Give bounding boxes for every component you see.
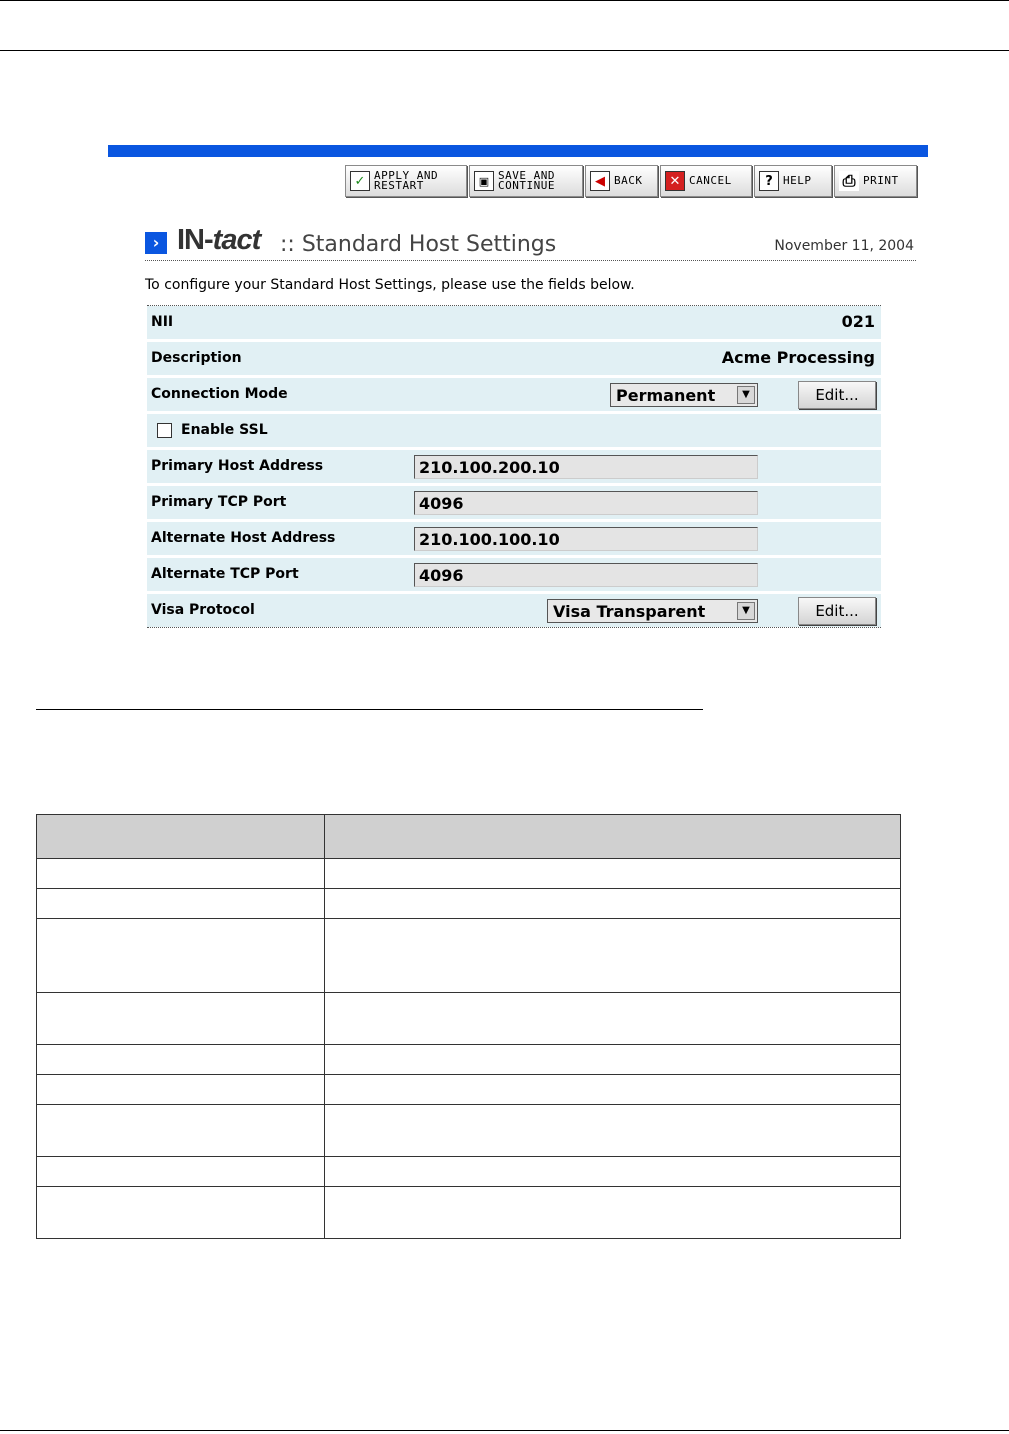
alternate-port-row <box>147 558 881 591</box>
help-label: HELP <box>783 174 812 187</box>
table-row <box>37 859 901 889</box>
alternate-port-label: Alternate TCP Port <box>151 566 299 582</box>
intro-text: To configure your Standard Host Settings, please use the fields below. <box>145 277 635 293</box>
chevron-down-icon[interactable]: ▼ <box>737 386 755 404</box>
visa-protocol-label: Visa Protocol <box>151 602 255 618</box>
settings-panel <box>147 305 881 628</box>
description-row <box>147 342 881 375</box>
table-header-cell <box>37 815 325 859</box>
connection-mode-row <box>147 378 881 411</box>
primary-port-input[interactable] <box>414 491 758 515</box>
table-row <box>37 1075 901 1105</box>
enable-ssl-row <box>147 414 881 447</box>
brand-logo: IN-tact <box>177 224 261 256</box>
accent-bar <box>108 145 928 157</box>
apply-restart-icon: ✓ <box>350 171 370 191</box>
connection-mode-select[interactable] <box>610 383 758 407</box>
back-button[interactable] <box>585 165 658 197</box>
alternate-host-row <box>147 522 881 555</box>
apply-and-restart-label: APPLY AND RESTART <box>374 169 439 192</box>
table-row <box>37 889 901 919</box>
visa-protocol-row <box>147 594 881 627</box>
save-icon: ▣ <box>474 171 494 191</box>
nii-label: NII <box>151 314 174 330</box>
table-row <box>37 919 901 993</box>
alternate-host-label: Alternate Host Address <box>151 530 336 546</box>
primary-port-row <box>147 486 881 519</box>
enable-ssl-checkbox[interactable] <box>157 423 172 438</box>
visa-protocol-selected: Visa Transparent <box>553 601 706 621</box>
save-and-continue-button[interactable] <box>469 165 583 197</box>
table-row <box>37 1045 901 1075</box>
table-row <box>37 1157 901 1187</box>
page-title: :: Standard Host Settings <box>280 232 557 257</box>
page-footer-rule <box>0 1430 1009 1431</box>
cancel-label: CANCEL <box>689 174 732 187</box>
description-table <box>36 814 901 1239</box>
connection-mode-edit-button[interactable]: Edit... <box>798 381 876 409</box>
toolbar <box>345 165 917 197</box>
page-heading <box>145 224 916 261</box>
section-rule <box>36 709 703 710</box>
primary-port-label: Primary TCP Port <box>151 494 287 510</box>
table-header-row <box>37 815 901 859</box>
connection-mode-selected: Permanent <box>616 385 716 405</box>
primary-host-label: Primary Host Address <box>151 458 324 474</box>
cancel-icon: ✕ <box>665 171 685 191</box>
alternate-host-input[interactable] <box>414 527 758 551</box>
table-row <box>37 993 901 1045</box>
visa-protocol-select[interactable] <box>547 599 758 623</box>
help-icon: ? <box>759 171 779 191</box>
table-row <box>37 1187 901 1239</box>
print-button[interactable] <box>834 165 917 197</box>
print-icon: ⎙ <box>839 171 859 191</box>
visa-protocol-edit-button[interactable]: Edit... <box>798 597 876 625</box>
table-row <box>37 1105 901 1157</box>
description-value: Acme Processing <box>721 348 875 367</box>
nii-value: 021 <box>841 312 875 331</box>
connection-mode-label: Connection Mode <box>151 386 288 402</box>
table-header-cell <box>325 815 901 859</box>
page-top-rule <box>0 0 1009 1</box>
alternate-port-input[interactable] <box>414 563 758 587</box>
back-label: BACK <box>614 174 643 187</box>
enable-ssl-label: Enable SSL <box>181 422 268 438</box>
apply-and-restart-button[interactable] <box>345 165 467 197</box>
primary-host-input[interactable] <box>414 455 758 479</box>
nii-row <box>147 306 881 339</box>
back-icon: ◀ <box>590 171 610 191</box>
page-header-rule <box>0 50 1009 51</box>
chevron-down-icon[interactable]: ▼ <box>737 602 755 620</box>
page-date: November 11, 2004 <box>774 238 914 254</box>
primary-host-row <box>147 450 881 483</box>
cancel-button[interactable] <box>660 165 752 197</box>
print-label: PRINT <box>863 174 899 187</box>
help-button[interactable] <box>754 165 832 197</box>
brand-arrow-icon: › <box>145 232 167 254</box>
description-label: Description <box>151 350 242 366</box>
save-and-continue-label: SAVE AND CONTINUE <box>498 169 555 192</box>
